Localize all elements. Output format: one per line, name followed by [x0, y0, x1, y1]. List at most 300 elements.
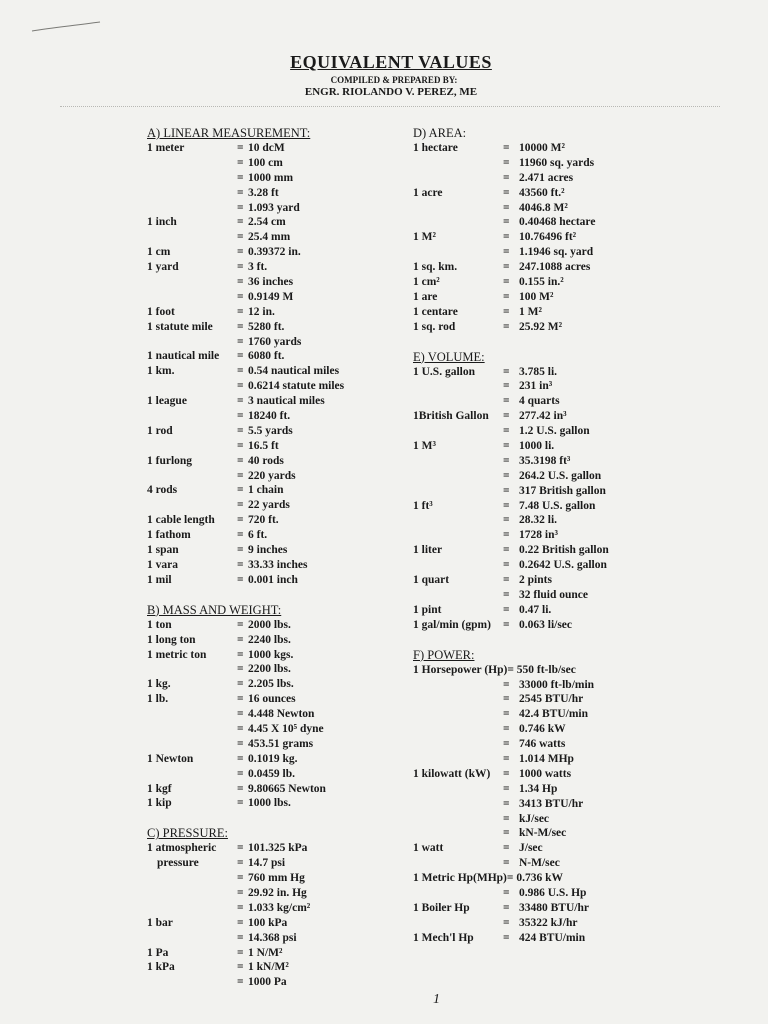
section-heading: C) PRESSURE: — [147, 826, 228, 841]
equals-sign: = — [237, 499, 244, 512]
conversion-row — [147, 156, 310, 171]
conversion-row — [413, 588, 589, 603]
document-header — [0, 52, 768, 98]
conversion-row — [147, 648, 310, 663]
unit-value: 264.2 U.S. gallon — [519, 469, 602, 482]
conversion-row — [147, 796, 310, 811]
conversion-row — [413, 826, 567, 841]
section-power — [413, 647, 595, 946]
unit-label: 1 hectare — [413, 142, 458, 154]
unit-value: 720 ft. — [248, 514, 279, 527]
conversion-row — [147, 707, 315, 722]
pen-mark — [30, 18, 102, 34]
conversion-row — [147, 677, 310, 692]
conversion-row — [413, 603, 552, 618]
unit-value: 0.47 li. — [519, 603, 552, 616]
unit-value: 12 in. — [248, 305, 275, 318]
equals-sign: = — [237, 142, 244, 154]
unit-value: 1.2 U.S. gallon — [519, 425, 590, 438]
unit-value: 0.40468 hectare — [519, 216, 596, 229]
equals-sign: = — [503, 901, 510, 914]
unit-value: 14.7 psi — [248, 857, 286, 870]
unit-label: 1 long ton — [147, 633, 196, 646]
equals-sign: = — [503, 201, 510, 214]
unit-value: 220 yards — [248, 469, 296, 482]
equals-sign: = — [503, 216, 510, 229]
conversion-row — [147, 722, 324, 737]
unit-value: 43560 ft.² — [519, 186, 565, 199]
unit-value: 100 cm — [248, 156, 283, 169]
unit-label: 1 U.S. gallon — [413, 365, 475, 378]
unit-value: 11960 sq. yards — [519, 156, 595, 169]
unit-value: 33000 ft-lb/min — [519, 678, 595, 691]
conversion-row — [147, 171, 310, 186]
equals-sign: = — [503, 305, 510, 318]
conversion-row — [413, 409, 567, 424]
equals-sign: = — [237, 752, 244, 765]
conversion-row — [413, 141, 565, 156]
unit-value: 1.014 MHp — [519, 752, 574, 765]
conversion-row — [147, 618, 310, 633]
conversion-row — [147, 305, 310, 320]
unit-label: 1 M² — [413, 231, 436, 244]
equals-sign: = — [237, 424, 244, 437]
equals-sign: = — [237, 961, 244, 974]
conversion-row — [413, 365, 558, 380]
unit-value: 3413 BTU/hr — [519, 797, 584, 810]
unit-value: 4 quarts — [519, 395, 560, 408]
unit-value: 100 M² — [519, 290, 554, 303]
conversion-row — [147, 856, 310, 871]
equals-sign: = — [237, 469, 244, 482]
conversion-row — [147, 975, 310, 990]
conversion-row — [147, 871, 310, 886]
unit-value: 1000 Pa — [248, 976, 287, 989]
unit-label: 1 statute mile — [147, 320, 213, 333]
conversion-row — [147, 201, 310, 216]
conversion-row — [147, 513, 310, 528]
conversion-row — [147, 230, 310, 245]
equals-sign: = — [237, 767, 244, 780]
conversion-row — [413, 513, 558, 528]
unit-value: 3 ft. — [248, 261, 268, 274]
unit-value: N-M/sec — [519, 857, 560, 870]
conversion-row — [147, 439, 310, 454]
conversion-row — [147, 409, 310, 424]
unit-label: 1 Metric Hp(MHp)= 0.736 kW — [413, 872, 563, 885]
unit-value: 1000 mm — [248, 171, 294, 184]
unit-value: 1.1946 sq. yard — [519, 246, 594, 259]
compiled-by-line: COMPILED & PREPARED BY: — [330, 75, 458, 85]
conversion-row — [413, 230, 577, 245]
conversion-row — [413, 767, 572, 782]
equals-sign: = — [237, 737, 244, 750]
unit-label: 1 M³ — [413, 440, 436, 453]
unit-value: 1 kN/M² — [248, 961, 289, 974]
equals-sign: = — [237, 648, 244, 661]
unit-label: 1 Mech'l Hp — [413, 931, 474, 944]
equals-sign: = — [237, 901, 244, 914]
unit-value: 1000 li. — [519, 440, 555, 453]
unit-label: 1 Newton — [147, 752, 194, 765]
equals-sign: = — [237, 201, 244, 214]
section-pressure — [147, 826, 310, 990]
equals-sign: = — [237, 782, 244, 795]
unit-value: 1.093 yard — [248, 201, 300, 214]
equals-sign: = — [237, 633, 244, 646]
equals-sign: = — [503, 261, 510, 274]
conversion-row — [147, 916, 310, 931]
equals-sign: = — [503, 812, 510, 825]
unit-value: 33480 BTU/hr — [519, 901, 589, 914]
unit-label: 1 foot — [147, 305, 175, 318]
equals-sign: = — [503, 529, 510, 542]
header-divider — [60, 106, 720, 107]
conversion-row — [147, 573, 310, 588]
conversion-row — [147, 335, 310, 350]
unit-label: 1 ft³ — [413, 499, 433, 512]
section-mass — [147, 602, 326, 812]
unit-value: 25.92 M² — [519, 320, 563, 333]
section-heading: E) VOLUME: — [413, 349, 485, 364]
conversion-row — [413, 752, 574, 767]
conversion-row — [413, 484, 606, 499]
unit-value: 0.6214 statute miles — [248, 380, 345, 393]
conversion-row — [413, 871, 563, 886]
conversion-row — [413, 499, 596, 514]
equals-sign: = — [503, 723, 510, 736]
conversion-row — [413, 841, 543, 856]
equals-sign: = — [503, 559, 510, 572]
equals-sign: = — [503, 797, 510, 810]
equals-sign: = — [237, 439, 244, 452]
unit-value: 2.205 lbs. — [248, 678, 294, 691]
equals-sign: = — [237, 276, 244, 289]
conversion-row — [413, 260, 591, 275]
section-heading: D) AREA: — [413, 126, 467, 140]
unit-label: 1 metric ton — [147, 648, 207, 661]
equals-sign: = — [503, 574, 510, 587]
equals-sign: = — [503, 320, 510, 333]
equals-sign: = — [503, 276, 510, 289]
section-area — [413, 126, 596, 335]
conversion-row — [413, 186, 565, 201]
conversion-row — [413, 275, 564, 290]
unit-label: 1 kg. — [147, 678, 171, 691]
unit-label: 1 sq. rod — [413, 320, 456, 333]
unit-value: 1 chain — [248, 484, 284, 497]
unit-value: 231 in³ — [519, 380, 553, 393]
unit-label: 4 rods — [147, 484, 178, 497]
unit-label: 1 sq. km. — [413, 261, 458, 274]
unit-value: 1000 watts — [519, 767, 572, 780]
unit-value: 2240 lbs. — [248, 633, 291, 646]
unit-label: 1 rod — [147, 424, 173, 437]
conversion-row — [147, 260, 310, 275]
unit-value: 1 N/M² — [248, 946, 283, 959]
unit-value: 0.1019 kg. — [248, 752, 298, 765]
equals-sign: = — [237, 484, 244, 497]
unit-value: 32 fluid ounce — [519, 588, 589, 601]
unit-value: 36 inches — [248, 276, 294, 289]
unit-value: 101.325 kPa — [248, 842, 308, 855]
unit-value: 3 nautical miles — [248, 395, 325, 408]
equals-sign: = — [503, 365, 510, 378]
equals-sign: = — [503, 410, 510, 423]
equals-sign: = — [237, 708, 244, 721]
unit-label: 1 cm — [147, 246, 171, 259]
unit-label: 1 watt — [413, 842, 444, 855]
unit-label: 1 Horsepower (Hp)= 550 ft-lb/sec — [413, 663, 576, 676]
unit-label: 1 quart — [413, 574, 450, 587]
unit-value: 1728 in³ — [519, 529, 558, 542]
unit-value: 16 ounces — [248, 693, 296, 706]
conversion-row — [147, 633, 310, 648]
conversion-row — [413, 707, 589, 722]
conversion-row — [147, 498, 310, 513]
equals-sign: = — [237, 529, 244, 542]
conversion-row — [147, 469, 310, 484]
conversion-row — [147, 782, 326, 797]
equals-sign: = — [237, 261, 244, 274]
unit-value: 40 rods — [248, 454, 284, 467]
unit-label: 1 atmospheric — [147, 842, 217, 855]
conversion-row — [413, 886, 587, 901]
unit-value: 28.32 li. — [519, 514, 558, 527]
unit-label: 1 inch — [147, 216, 177, 229]
conversion-row — [147, 290, 310, 305]
conversion-row — [147, 215, 310, 230]
conversion-row — [147, 454, 310, 469]
conversion-row — [147, 931, 310, 946]
conversion-row — [147, 662, 310, 677]
conversion-row — [147, 364, 340, 379]
right-column — [413, 126, 609, 946]
unit-value: 22 yards — [248, 499, 290, 512]
unit-value: 1.34 Hp — [519, 782, 558, 795]
conversion-row — [147, 692, 310, 707]
unit-value: 3.785 li. — [519, 365, 558, 378]
unit-value: 9.80665 Newton — [248, 782, 326, 795]
conversion-row — [413, 424, 590, 439]
conversion-row — [413, 439, 555, 454]
equals-sign: = — [503, 246, 510, 259]
conversion-row — [147, 320, 310, 335]
equals-sign: = — [503, 290, 510, 303]
unit-value: 424 BTU/min — [519, 931, 586, 944]
unit-label: 1 bar — [147, 916, 173, 929]
equals-sign: = — [237, 558, 244, 571]
unit-label: 1 kilowatt (kW) — [413, 767, 491, 780]
unit-value: 0.063 li/sec — [519, 618, 573, 631]
equals-sign: = — [237, 246, 244, 259]
unit-value: 10000 M² — [519, 142, 565, 154]
unit-label: 1 league — [147, 395, 187, 408]
unit-value: 2 pints — [519, 574, 552, 587]
equals-sign: = — [503, 499, 510, 512]
unit-value: 1760 yards — [248, 335, 302, 348]
unit-label: 1 mil — [147, 573, 172, 586]
unit-value: 0.39372 in. — [248, 246, 301, 259]
unit-label: 1 lb. — [147, 693, 169, 706]
conversion-row — [413, 469, 602, 484]
equals-sign: = — [503, 514, 510, 527]
unit-value: 277.42 in³ — [519, 410, 567, 423]
conversion-row — [147, 901, 310, 916]
equals-sign: = — [503, 395, 510, 408]
unit-value: 33.33 inches — [248, 558, 308, 571]
equals-sign: = — [503, 782, 510, 795]
conversion-row — [147, 141, 310, 156]
equals-sign: = — [237, 857, 244, 870]
equals-sign: = — [503, 186, 510, 199]
unit-label: 1 pint — [413, 603, 442, 616]
unit-label: 1 gal/min (gpm) — [413, 618, 491, 631]
conversion-row — [413, 737, 566, 752]
equals-sign: = — [237, 722, 244, 735]
unit-value: 10.76496 ft² — [519, 231, 577, 244]
conversion-row — [413, 797, 584, 812]
conversion-row — [413, 454, 571, 469]
conversion-row — [147, 349, 310, 364]
equals-sign: = — [237, 290, 244, 303]
unit-label: pressure — [157, 857, 199, 870]
equals-sign: = — [503, 171, 510, 184]
section-spacer — [147, 588, 310, 603]
conversion-row — [147, 841, 310, 856]
equals-sign: = — [237, 216, 244, 229]
unit-label: 1 are — [413, 290, 438, 303]
document-title: EQUIVALENT VALUES — [290, 52, 492, 72]
equals-sign: = — [503, 454, 510, 467]
conversion-row — [147, 737, 314, 752]
section-heading: A) LINEAR MEASUREMENT: — [147, 126, 311, 140]
conversion-row — [147, 886, 310, 901]
conversion-row — [147, 483, 310, 498]
conversion-row — [147, 528, 310, 543]
unit-value: 42.4 BTU/min — [519, 708, 589, 721]
unit-value: 0.986 U.S. Hp — [519, 886, 587, 899]
equals-sign: = — [237, 320, 244, 333]
equals-sign: = — [503, 752, 510, 765]
equals-sign: = — [237, 886, 244, 899]
equals-sign: = — [237, 872, 244, 885]
unit-label: 1 furlong — [147, 454, 193, 467]
unit-value: 0.155 in.² — [519, 276, 564, 289]
conversion-row — [147, 960, 310, 975]
unit-label: 1 kip — [147, 797, 172, 810]
unit-label: 1 cable length — [147, 514, 215, 527]
unit-label: 1 fathom — [147, 529, 191, 542]
unit-label: 1 span — [147, 544, 179, 557]
equals-sign: = — [503, 708, 510, 721]
unit-label: 1 meter — [147, 142, 185, 154]
conversion-row — [413, 692, 584, 707]
unit-value: 5.5 yards — [248, 424, 293, 437]
equals-sign: = — [503, 931, 510, 944]
equals-sign: = — [503, 886, 510, 899]
equals-sign: = — [503, 618, 510, 631]
unit-label: 1 kgf — [147, 782, 172, 795]
conversion-row — [413, 201, 568, 216]
equals-sign: = — [237, 410, 244, 423]
conversion-row — [147, 767, 310, 782]
author-line: ENGR. RIOLANDO V. PEREZ, ME — [304, 86, 478, 98]
equals-sign: = — [503, 842, 510, 855]
unit-value: 4.448 Newton — [248, 708, 315, 721]
equals-sign: = — [237, 380, 244, 393]
equals-sign: = — [237, 335, 244, 348]
section-volume — [413, 349, 609, 633]
conversion-row — [147, 424, 310, 439]
equals-sign: = — [237, 573, 244, 586]
unit-value: 317 British gallon — [519, 484, 606, 497]
conversion-row — [413, 215, 596, 230]
unit-value: 4046.8 M² — [519, 201, 568, 214]
equals-sign: = — [237, 946, 244, 959]
section-spacer — [413, 335, 485, 350]
conversion-row — [413, 320, 563, 335]
unit-label: 1 Pa — [147, 946, 169, 959]
unit-value: 7.48 U.S. gallon — [519, 499, 596, 512]
unit-value: 5280 ft. — [248, 320, 285, 333]
equals-sign: = — [503, 440, 510, 453]
unit-label: 1 Boiler Hp — [413, 901, 470, 914]
conversion-row — [413, 290, 554, 305]
conversion-row — [413, 573, 552, 588]
conversion-row — [413, 856, 560, 871]
equals-sign: = — [503, 469, 510, 482]
unit-value: 2545 BTU/hr — [519, 693, 584, 706]
equals-sign: = — [237, 365, 244, 378]
conversion-row — [147, 245, 310, 260]
unit-label: 1 cm² — [413, 276, 440, 289]
unit-value: kN-M/sec — [519, 827, 567, 840]
conversion-row — [147, 186, 310, 201]
unit-label: 1 vara — [147, 558, 178, 571]
unit-label: 1British Gallon — [413, 410, 489, 423]
unit-value: 35322 kJ/hr — [519, 916, 578, 929]
conversion-row — [413, 305, 542, 320]
equals-sign: = — [503, 425, 510, 438]
conversion-row — [147, 946, 310, 961]
unit-value: 9 inches — [248, 544, 288, 557]
equals-sign: = — [503, 142, 510, 154]
unit-value: 760 mm Hg — [248, 872, 305, 885]
unit-value: 1000 lbs. — [248, 797, 291, 810]
unit-value: 1 M² — [519, 305, 542, 318]
conversion-row — [413, 528, 558, 543]
unit-value: 18240 ft. — [248, 410, 291, 423]
unit-value: 29.92 in. Hg — [248, 886, 307, 899]
unit-value: 453.51 grams — [248, 737, 314, 750]
page-number: 1 — [433, 992, 440, 1007]
equals-sign: = — [237, 618, 244, 631]
equals-sign: = — [237, 454, 244, 467]
equals-sign: = — [237, 231, 244, 244]
conversion-row — [413, 916, 578, 931]
unit-value: 35.3198 ft³ — [519, 454, 571, 467]
unit-value: 2000 lbs. — [248, 618, 291, 631]
left-column — [147, 126, 345, 990]
conversion-row — [413, 618, 573, 633]
equals-sign: = — [503, 588, 510, 601]
section-linear — [147, 126, 345, 588]
unit-value: 3.28 ft — [248, 186, 279, 199]
equals-sign: = — [503, 916, 510, 929]
unit-value: 2.471 acres — [519, 171, 574, 184]
unit-label: 1 nautical mile — [147, 350, 220, 363]
